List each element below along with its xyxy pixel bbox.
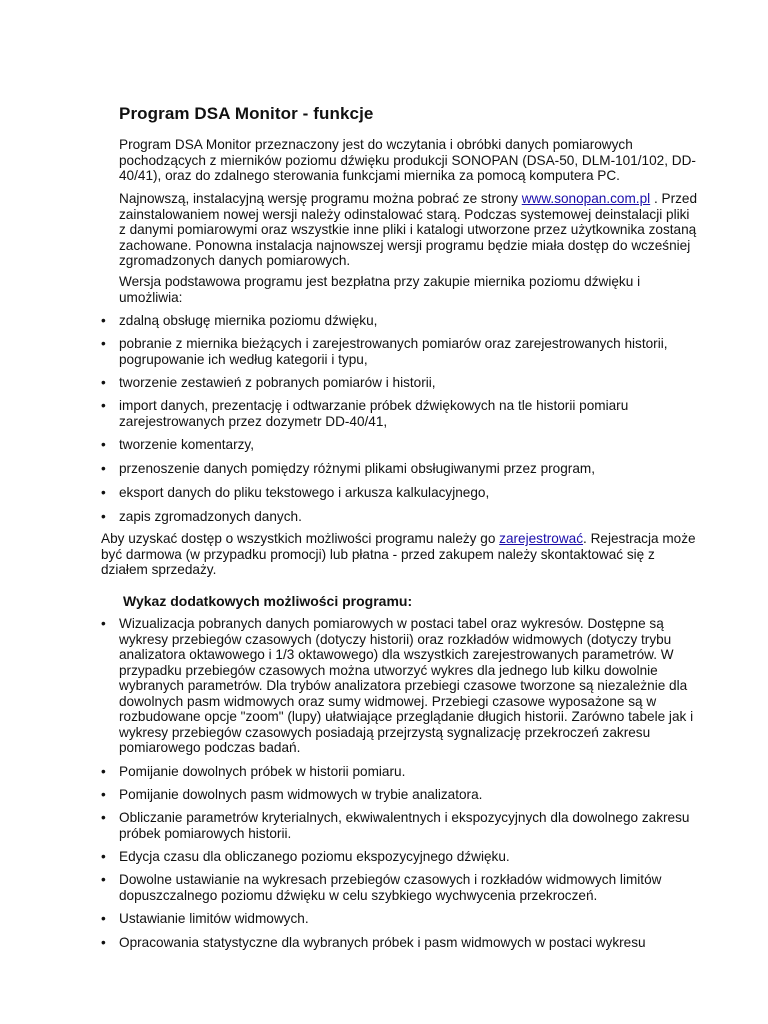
bullet-icon: •: [101, 764, 106, 779]
list-item-text: Obliczanie parametrów kryterialnych, ekwiwalentnych i ekspozycyjnych dla dowolnego zakresu próbek pomiarowych historii.: [119, 810, 690, 841]
list-item-text: Opracowania statystyczne dla wybranych próbek i pasm widmowych w postaci wykresu: [119, 935, 646, 950]
bullet-icon: •: [101, 509, 106, 524]
list-item: [101, 398, 701, 429]
list-item-text: Pomijanie dowolnych próbek w historii pomiaru.: [119, 764, 406, 779]
list-item-text: Edycja czasu dla obliczanego poziomu ekspozycyjnego dźwięku.: [119, 849, 510, 864]
list-item-text: Ustawianie limitów widmowych.: [119, 911, 309, 926]
basic-version-paragraph: Wersja podstawowa programu jest bezpłatna przy zakupie miernika poziomu dźwięku i umożliwia:: [119, 274, 641, 305]
bullet-icon: •: [101, 437, 106, 452]
bullet-icon: •: [101, 313, 106, 328]
download-paragraph: [119, 191, 699, 269]
register-text-after: . Rejestracja może być darmowa (w przypadku promocji) lub płatna - przed zakupem należy skontaktować się z działem sprzedaży.: [101, 531, 696, 577]
list-item: [101, 764, 701, 780]
bullet-icon: •: [101, 375, 106, 390]
list-item: [101, 872, 701, 903]
list-item: [101, 616, 701, 756]
list-item: [101, 313, 701, 329]
list-item: [101, 509, 701, 525]
list-item-text: Wizualizacja pobranych danych pomiarowych w postaci tabel oraz wykresów. Dostępne są wykresy przebiegów czasowych (dotyczy historii) oraz rozkładów widmowych (dotyczy trybu analizatora oktawowego i 1/3 oktawowego) dla wszystkich zarejestrowanych parametrów. W przypadku przebiegów czasowych można utworzyć wykres dla jednego lub kilku dowolnie wybranych parametrów. Dla trybów analizatora przebiegi czasowe tworzone są niezależnie dla dowolnych pasm widmowych oraz sumy widmowej. Przebiegi czasowe wyposażone są w rozbudowane opcje "zoom" (lupy) ułatwiające przeglądanie długich historii. Zarówno tabele jak i wykresy przebiegów czasowych posiadają przejrzystą sygnalizację przekroczeń zakresu pomiarowego podczas badań.: [119, 616, 694, 755]
list-item: [101, 810, 701, 841]
list-item: [101, 911, 701, 927]
list-item: [101, 787, 701, 803]
register-link[interactable]: zarejestrować: [499, 531, 584, 546]
bullet-icon: •: [101, 616, 106, 631]
list-item: [101, 461, 701, 477]
list-item: [101, 485, 701, 501]
bullet-icon: •: [101, 935, 106, 950]
register-paragraph: [101, 531, 701, 578]
page-title: Program DSA Monitor - funkcje: [119, 104, 374, 123]
list-item-text: zapis zgromadzonych danych.: [119, 509, 302, 524]
list-item-text: zdalną obsługę miernika poziomu dźwięku,: [119, 313, 378, 328]
bullet-icon: •: [101, 849, 106, 864]
list-item-text: tworzenie zestawień z pobranych pomiarów i historii,: [119, 375, 436, 390]
list-item: [101, 437, 701, 453]
list-item: [101, 935, 701, 951]
list-item: [101, 849, 701, 865]
intro-paragraph: Program DSA Monitor przeznaczony jest do wczytania i obróbki danych pomiarowych pochodzących z mierników poziomu dźwięku produkcji SONOPAN (DSA-50, DLM-101/102, DD-40/41), oraz do zdalnego sterowania funkcjami miernika za pomocą komputera PC.: [119, 137, 696, 183]
list-item-text: eksport danych do pliku tekstowego i arkusza kalkulacyjnego,: [119, 485, 490, 500]
download-text-before: Najnowszą, instalacyjną wersję programu można pobrać ze strony: [119, 191, 522, 206]
list-item: [101, 375, 701, 391]
bullet-icon: •: [101, 336, 106, 351]
register-text-before: Aby uzyskać dostęp o wszystkich możliwości programu należy go: [101, 531, 500, 546]
list-item-text: import danych, prezentację i odtwarzanie próbek dźwiękowych na tle historii pomiaru zarejestrowanych przez dozymetr DD-40/41,: [119, 398, 629, 429]
sonopan-link[interactable]: www.sonopan.com.pl: [521, 191, 651, 206]
bullet-icon: •: [101, 485, 106, 500]
list-item-text: pobranie z miernika bieżących i zarejestrowanych pomiarów oraz zarejestrowanych historii, pogrupowanie ich według kategorii i typu,: [119, 336, 668, 367]
list-item-text: Pomijanie dowolnych pasm widmowych w trybie analizatora.: [119, 787, 483, 802]
section-heading: Wykaz dodatkowych możliwości programu:: [123, 593, 413, 609]
list-item-text: Dowolne ustawianie na wykresach przebiegów czasowych i rozkładów widmowych limitów dopuszczalnego poziomu dźwięku w celu szybkiego wychwycenia przekroczeń.: [119, 872, 662, 903]
download-text-after: . Przed zainstalowaniem nowej wersji należy odinstalować starą. Podczas systemowej deinstalacji pliki z danymi pomiarowymi oraz wszystkie inne pliki i katalogi utworzone przez użytkownika zostaną zachowane. Ponowna instalacja najnowszej wersji programu będzie miała dostęp do wcześniej zgromadzonych danych pomiarowych.: [119, 191, 698, 268]
bullet-icon: •: [101, 810, 106, 825]
bullet-icon: •: [101, 911, 106, 926]
list-item-text: przenoszenie danych pomiędzy różnymi plikami obsługiwanymi przez program,: [119, 461, 595, 476]
bullet-icon: •: [101, 398, 106, 413]
bullet-icon: •: [101, 787, 106, 802]
list-item: [101, 336, 701, 367]
list-item-text: tworzenie komentarzy,: [119, 437, 254, 452]
bullet-icon: •: [101, 461, 106, 476]
bullet-icon: •: [101, 872, 106, 887]
